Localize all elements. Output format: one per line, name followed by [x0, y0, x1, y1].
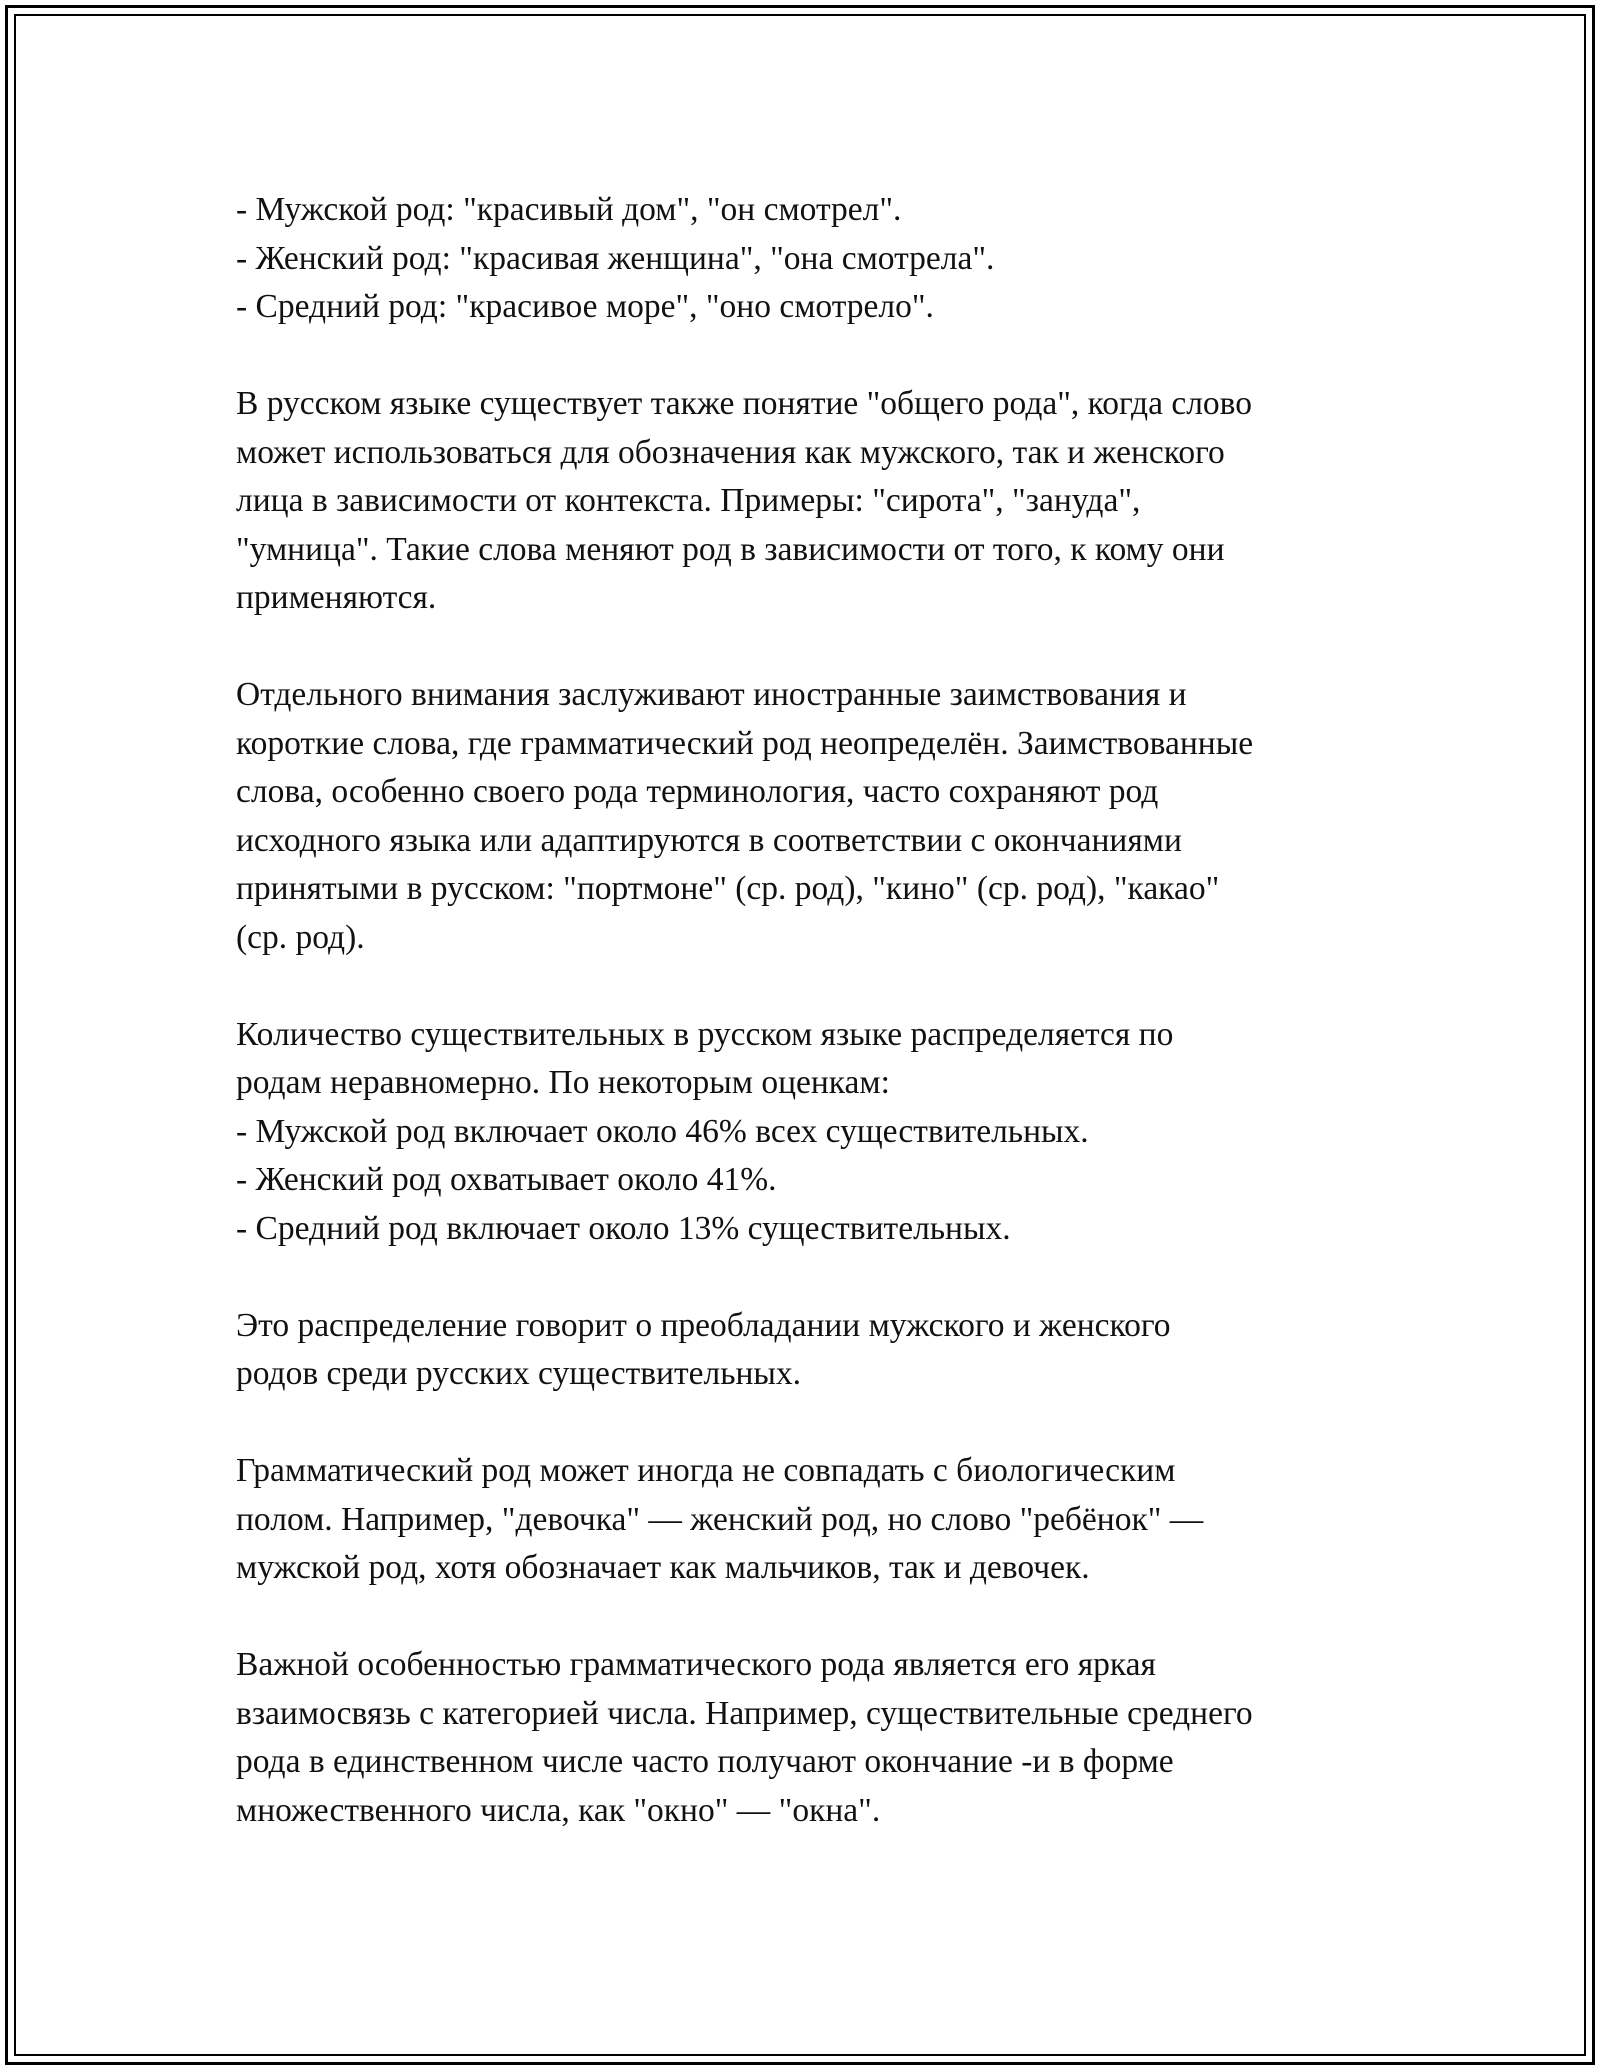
text-line: может использоваться для обозначения как мужского, так и женского	[236, 433, 1225, 471]
paragraph-gap	[236, 623, 1406, 672]
text-line: Количество существительных в русском языке распределяется по	[236, 1015, 1174, 1053]
text-line: (ср. род).	[236, 918, 365, 956]
paragraph	[236, 1447, 1406, 1593]
paragraph	[236, 380, 1406, 623]
text-line: Важной особенностью грамматического рода является его яркая	[236, 1646, 1156, 1683]
text-line: мужской род, хотя обозначает как мальчиков, так и девочек.	[236, 1549, 1090, 1586]
text-line: В русском языке существует также понятие "общего рода", когда слово	[236, 385, 1253, 422]
document-body	[236, 186, 1406, 1835]
text-line: множественного числа, как "окно" — "окна".	[236, 1791, 881, 1829]
text-line: короткие слова, где грамматический род неопределён. Заимствованные	[236, 724, 1254, 762]
paragraph	[236, 186, 1406, 332]
text-line: рода в единственном числе часто получают окончание -и в форме	[236, 1743, 1174, 1780]
text-line: взаимосвязь с категорией числа. Например, существительные среднего	[236, 1694, 1253, 1732]
text-line: - Женский род: "красивая женщина", "она смотрела".	[236, 239, 995, 277]
paragraph	[236, 1302, 1406, 1399]
text-line: - Средний род: "красивое море", "оно смотрело".	[236, 288, 934, 325]
text-line: Это распределение говорит о преобладании мужского и женского	[236, 1306, 1171, 1344]
paragraph-gap	[236, 1593, 1406, 1642]
paragraph-gap	[236, 962, 1406, 1011]
text-line: - Мужской род включает около 46% всех существительных.	[236, 1112, 1089, 1150]
text-line: полом. Например, "девочка" — женский род, но слово "ребёнок" —	[236, 1500, 1204, 1538]
text-line: принятыми в русском: "портмоне" (ср. род), "кино" (ср. род), "какао"	[236, 870, 1220, 907]
text-line: родам неравномерно. По некоторым оценкам:	[236, 1064, 890, 1101]
text-line: исходного языка или адаптируются в соответствии с окончаниями	[236, 821, 1182, 859]
text-line: слова, особенно своего рода терминология, часто сохраняют род	[236, 773, 1159, 810]
paragraph	[236, 671, 1406, 962]
paragraph	[236, 1011, 1406, 1254]
text-line: "умница". Такие слова меняют род в зависимости от того, к кому они	[236, 530, 1225, 568]
text-line: - Мужской род: "красивый дом", "он смотрел".	[236, 191, 902, 228]
text-line: - Средний род включает около 13% существительных.	[236, 1209, 1011, 1247]
text-line: - Женский род охватывает около 41%.	[236, 1161, 777, 1198]
text-line: Отдельного внимания заслуживают иностранные заимствования и	[236, 676, 1187, 713]
paragraph-gap	[236, 1253, 1406, 1302]
text-line: применяются.	[236, 579, 437, 616]
text-line: лица в зависимости от контекста. Примеры: "сирота", "зануда",	[236, 482, 1141, 519]
paragraph-gap	[236, 332, 1406, 381]
text-line: родов среди русских существительных.	[236, 1355, 802, 1392]
paragraph	[236, 1641, 1406, 1835]
text-line: Грамматический род может иногда не совпадать с биологическим	[236, 1452, 1176, 1489]
paragraph-gap	[236, 1399, 1406, 1448]
